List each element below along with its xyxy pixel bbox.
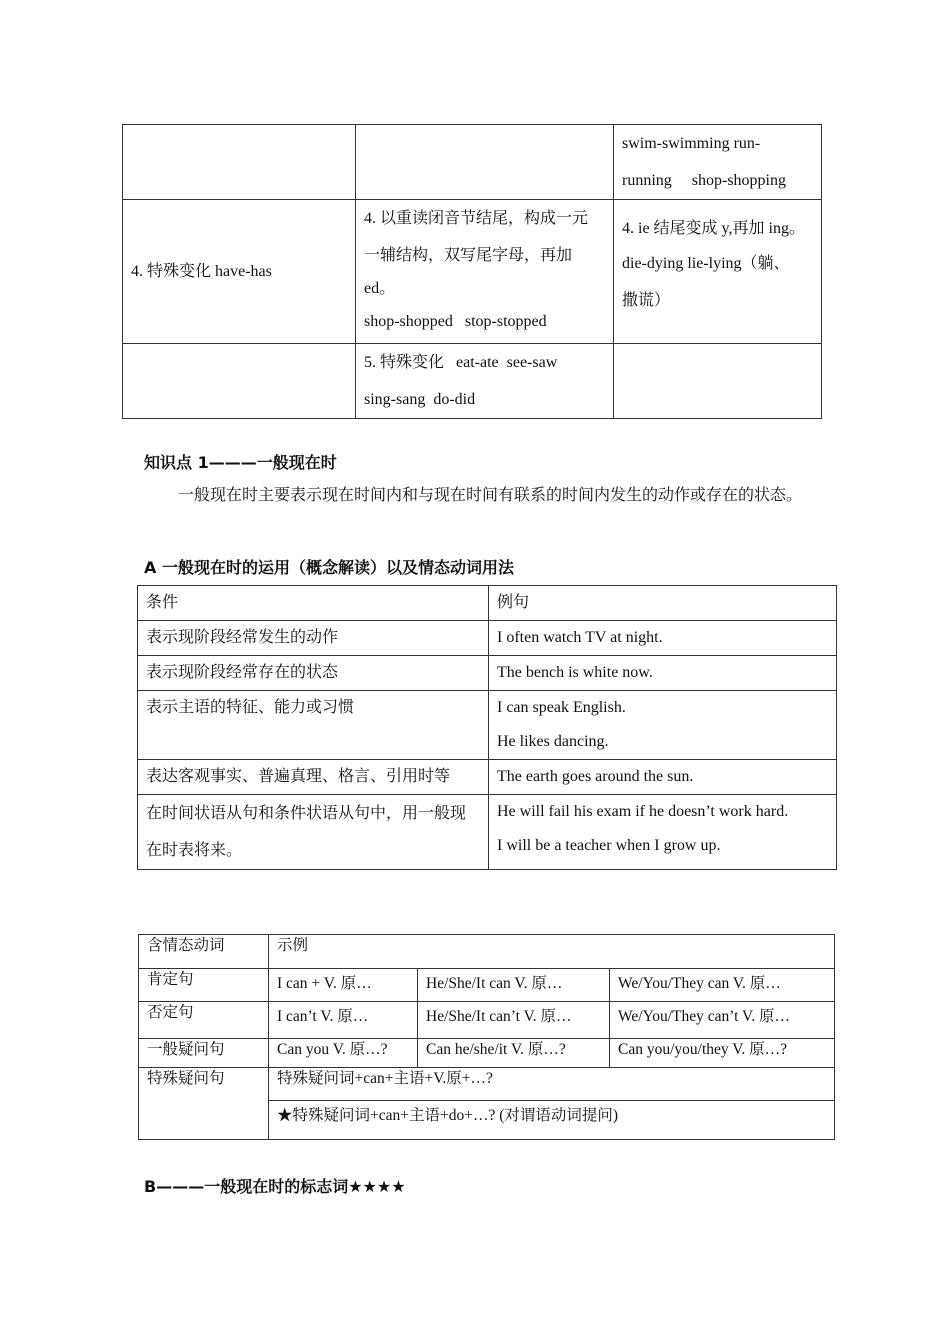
table-row: 表示现阶段经常发生的动作 I often watch TV at night. <box>138 621 837 656</box>
table-row: 一般疑问句 Can you V. 原…? Can he/she/it V. 原…? Can you/you/they V. 原…? <box>139 1039 835 1068</box>
table-row: 表示现阶段经常存在的状态 The bench is white now. <box>138 656 837 691</box>
modal-verb-table <box>138 934 835 1140</box>
section-b-title: B———一般现在时的标志词★★★★ <box>144 1177 406 1196</box>
table-row <box>123 125 822 200</box>
table-cell: swim-swimming run- running shop-shopping <box>614 125 822 200</box>
table-cell: 5. 特殊变化 eat-ate see-saw sing-sang do-did <box>356 344 614 419</box>
section-title: 知识点 1———一般现在时 <box>144 453 337 472</box>
table-row: 表达客观事实、普遍真理、格言、引用时等 The earth goes around the sun. <box>138 760 837 795</box>
table-row: 肯定句 I can + V. 原… He/She/It can V. 原… We/You/They can V. 原… <box>139 969 835 1002</box>
table-row: 表示主语的特征、能力或习惯 I can speak English. He likes dancing. <box>138 691 837 760</box>
paragraph: 一般现在时主要表示现在时间内和与现在时间有联系的时间内发生的动作或存在的状态。 <box>178 485 803 504</box>
table-row: 在时间状语从句和条件状语从句中，用一般现在时表将来。 He will fail his exam if he doesn’t work hard. I will be a teacher when I grow up. <box>138 795 837 870</box>
table-header-row: 条件 例句 <box>138 586 837 621</box>
table-row <box>123 344 822 419</box>
table-row <box>123 200 822 344</box>
table-cell: 4. 以重读闭音节结尾，构成一元 一辅结构，双写尾字母，再加 ed。 shop-shopped stop-stopped <box>356 200 614 344</box>
verb-change-table <box>122 124 822 419</box>
usage-table <box>137 585 837 870</box>
table-cell: 4. ie 结尾变成 y,再加 ing。 die-dying lie-lying（躺、 撒谎） <box>614 200 822 344</box>
table-row: 否定句 I can’t V. 原… He/She/It can’t V. 原… We/You/They can’t V. 原… <box>139 1002 835 1039</box>
table-row: ★特殊疑问词+can+主语+do+…? (对谓语动词提问) <box>139 1101 835 1140</box>
table-header-row: 含情态动词 示例 <box>139 935 835 969</box>
table-cell: 4. 特殊变化 have-has <box>123 200 356 344</box>
section-a-title: A 一般现在时的运用（概念解读）以及情态动词用法 <box>144 558 514 577</box>
table-row: 特殊疑问句 特殊疑问词+can+主语+V.原+…? <box>139 1068 835 1101</box>
